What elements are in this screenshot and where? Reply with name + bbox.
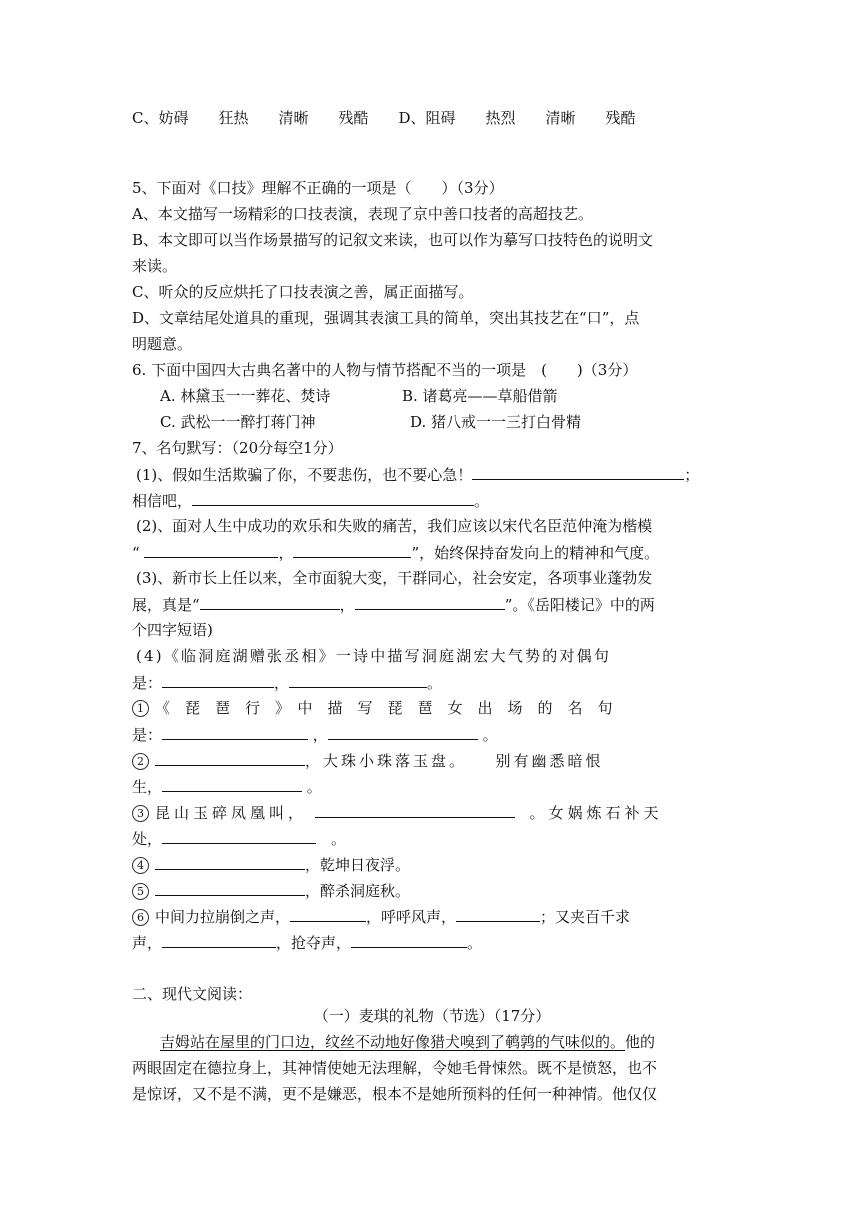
q7-c2b-text: 生， bbox=[132, 778, 163, 796]
passage-line2: 两眼固定在德拉身上，其神情使她无法理解，令她毛骨悚然。既不是愤怒，也不 bbox=[132, 1059, 658, 1077]
answer-blank[interactable] bbox=[200, 594, 340, 610]
circle-number: 3 bbox=[132, 805, 149, 822]
q5-option-d-line2: 明题意。 bbox=[132, 335, 193, 353]
answer-blank[interactable] bbox=[289, 672, 427, 688]
answer-blank[interactable] bbox=[162, 932, 276, 948]
q7-c6b-text: ，呼呼风声， bbox=[366, 908, 457, 926]
q7-c1a-text: 《 琵 琶 行 》 中 描 写 琵 琶 女 出 场 的 名 句 bbox=[155, 699, 613, 717]
circle-number: 4 bbox=[132, 857, 149, 874]
q5-option-b-line2: 来读。 bbox=[132, 257, 178, 275]
passage-line1 bbox=[160, 1032, 760, 1052]
q7-c6a-text: 中间力拉崩倒之声， bbox=[155, 908, 291, 926]
q6-option-b: B. 诸葛亮——草船借箭 bbox=[402, 387, 558, 405]
q7-circle4 bbox=[132, 854, 732, 875]
circle-number: 2 bbox=[132, 753, 149, 770]
q7-circle6-line2: 声， ，抢夺声， 。 bbox=[132, 934, 483, 952]
q7-c6d-text: 声， bbox=[132, 934, 163, 952]
answer-blank[interactable] bbox=[456, 906, 540, 922]
answer-blank[interactable] bbox=[290, 906, 366, 922]
passage-text: 吉姆站在屋里的门口边， bbox=[160, 1033, 326, 1051]
q7-circle1-line1 bbox=[132, 698, 732, 718]
q7-circle5 bbox=[132, 880, 732, 901]
q7-sentence3-line2: 展，真是“ ， ”。《岳阳楼记》中的两 bbox=[132, 596, 655, 614]
q5-option-b-line1: B、本文即可以当作场景描写的记叙文来读，也可以作为摹写口技特色的说明文 bbox=[132, 231, 654, 249]
q7-s1b-text: 相信吧， bbox=[132, 492, 193, 510]
q7-sentence4-line2: 是： ， 。 bbox=[132, 674, 443, 692]
passage-underlined-sentence: 纹丝不动地好像猎犬嗅到了鹌鹑的气味似的。 bbox=[325, 1033, 626, 1051]
q7-s1-text: (1)、假如生活欺骗了你，不要悲伤，也不要心急！ bbox=[136, 466, 473, 484]
q5-stem: 5、下面对《口技》理解不正确的一项是（ ）（3分） bbox=[132, 179, 504, 197]
q7-sentence3-line1: (3)、新市长上任以来，全市面貌大变，干群同心，社会安定，各项事业蓬勃发 bbox=[136, 569, 653, 587]
answer-blank[interactable] bbox=[351, 932, 467, 948]
answer-blank[interactable] bbox=[155, 750, 305, 766]
q7-c3b-text: 。女娲炼石补天 bbox=[529, 804, 663, 822]
q7-sentence4-line1: (4)《临洞庭湖赠张丞相》一诗中描写洞庭湖宏大气势的对偶句 bbox=[136, 647, 612, 665]
answer-blank[interactable] bbox=[192, 490, 474, 506]
q7-circle3-line1 bbox=[132, 802, 732, 823]
q6-option-c: C. 武松一一醉打蒋门神 bbox=[160, 413, 316, 431]
q6-stem: 6. 下面中国四大古典名著中的人物与情节搭配不当的一项是 ( )（3分） bbox=[132, 361, 638, 379]
q7-circle1-line2: 是： ， 。 bbox=[132, 726, 498, 744]
answer-blank[interactable] bbox=[293, 542, 411, 558]
passage-text: 他的 bbox=[625, 1033, 656, 1051]
answer-blank[interactable] bbox=[144, 542, 278, 558]
q4-option-c-d: C、妨碍 狂热 清晰 残酷 D、阻碍 热烈 清晰 残酷 bbox=[132, 109, 636, 127]
q7-circle3-line2: 处， 。 bbox=[132, 830, 347, 848]
q7-sentence3-line3: 个四字短语) bbox=[132, 621, 213, 639]
q7-c1b-text: 是： bbox=[132, 726, 163, 744]
answer-blank[interactable] bbox=[162, 672, 274, 688]
q7-c5-text: ，醉杀洞庭秋。 bbox=[305, 882, 411, 900]
q7-s3c-text: ”。《岳阳楼记》中的两 bbox=[504, 596, 655, 614]
circle-number: 5 bbox=[132, 883, 149, 900]
q5-option-c: C、听众的反应烘托了口技表演之善，属正面描写。 bbox=[132, 283, 474, 301]
q7-c2a-text: ，大珠小珠落玉盘。 别有幽悉暗恨 bbox=[305, 752, 604, 770]
q7-s4b-text: 是： bbox=[132, 674, 163, 692]
q7-c6e-text: ，抢夺声， bbox=[276, 934, 352, 952]
q7-s3b-text: 展，真是“ bbox=[132, 596, 200, 614]
q7-c3c-text: 处， bbox=[132, 830, 163, 848]
passage-line3: 是惊讶，又不是不满，更不是嫌恶，根本不是她所预料的任何一种神情。他仅仅 bbox=[132, 1085, 658, 1103]
section2-title: （一）麦琪的礼物（节选）（17分） bbox=[313, 1007, 551, 1025]
q5-option-d-line1: D、文章结尾处道具的重现，强调其表演工具的简单，突出其技艺在“口”，点 bbox=[132, 309, 640, 327]
answer-blank[interactable] bbox=[155, 880, 305, 896]
answer-blank[interactable] bbox=[355, 594, 505, 610]
q7-sentence1-line1: (1)、假如生活欺骗了你，不要悲伤，也不要心急！ ； bbox=[136, 466, 700, 484]
q7-circle2-line2: 生， 。 bbox=[132, 778, 322, 796]
answer-blank[interactable] bbox=[315, 802, 515, 818]
q7-circle2-line1 bbox=[132, 750, 732, 771]
q7-circle6-line1 bbox=[132, 906, 732, 927]
q7-sentence1-line2: 相信吧， 。 bbox=[132, 492, 490, 510]
circle-number: 1 bbox=[132, 700, 149, 717]
q7-stem: 7、名句默写：（20分每空1分） bbox=[132, 439, 343, 457]
answer-blank[interactable] bbox=[162, 724, 308, 740]
q5-option-a: A、本文描写一场精彩的口技表演，表现了京中善口技者的高超技艺。 bbox=[132, 205, 593, 223]
answer-blank[interactable] bbox=[162, 828, 316, 844]
q7-s2b-text: ，始终保持奋发向上的精神和气度。 bbox=[419, 544, 660, 562]
answer-blank[interactable] bbox=[472, 464, 684, 480]
section2-heading: 二、现代文阅读： bbox=[132, 985, 253, 1003]
q7-c6c-text: ；又夹百千求 bbox=[540, 908, 631, 926]
q7-sentence2-line2: “ ， ”，始终保持奋发向上的精神和气度。 bbox=[132, 544, 660, 562]
q7-c3a-text: 昆山玉碎凤凰叫， bbox=[155, 804, 300, 822]
circle-number: 6 bbox=[132, 909, 149, 926]
q7-sentence2-line1: (2)、面对人生中成功的欢乐和失败的痛苦，我们应该以宋代名臣范仲淹为楷模 bbox=[136, 517, 653, 535]
answer-blank[interactable] bbox=[162, 776, 302, 792]
q6-option-d: D. 猪八戒一一三打白骨精 bbox=[410, 413, 582, 431]
q7-c4-text: ，乾坤日夜浮。 bbox=[305, 856, 411, 874]
answer-blank[interactable] bbox=[155, 854, 305, 870]
q6-option-a: A. 林黛玉一一葬花、焚诗 bbox=[160, 387, 331, 405]
answer-blank[interactable] bbox=[328, 724, 478, 740]
